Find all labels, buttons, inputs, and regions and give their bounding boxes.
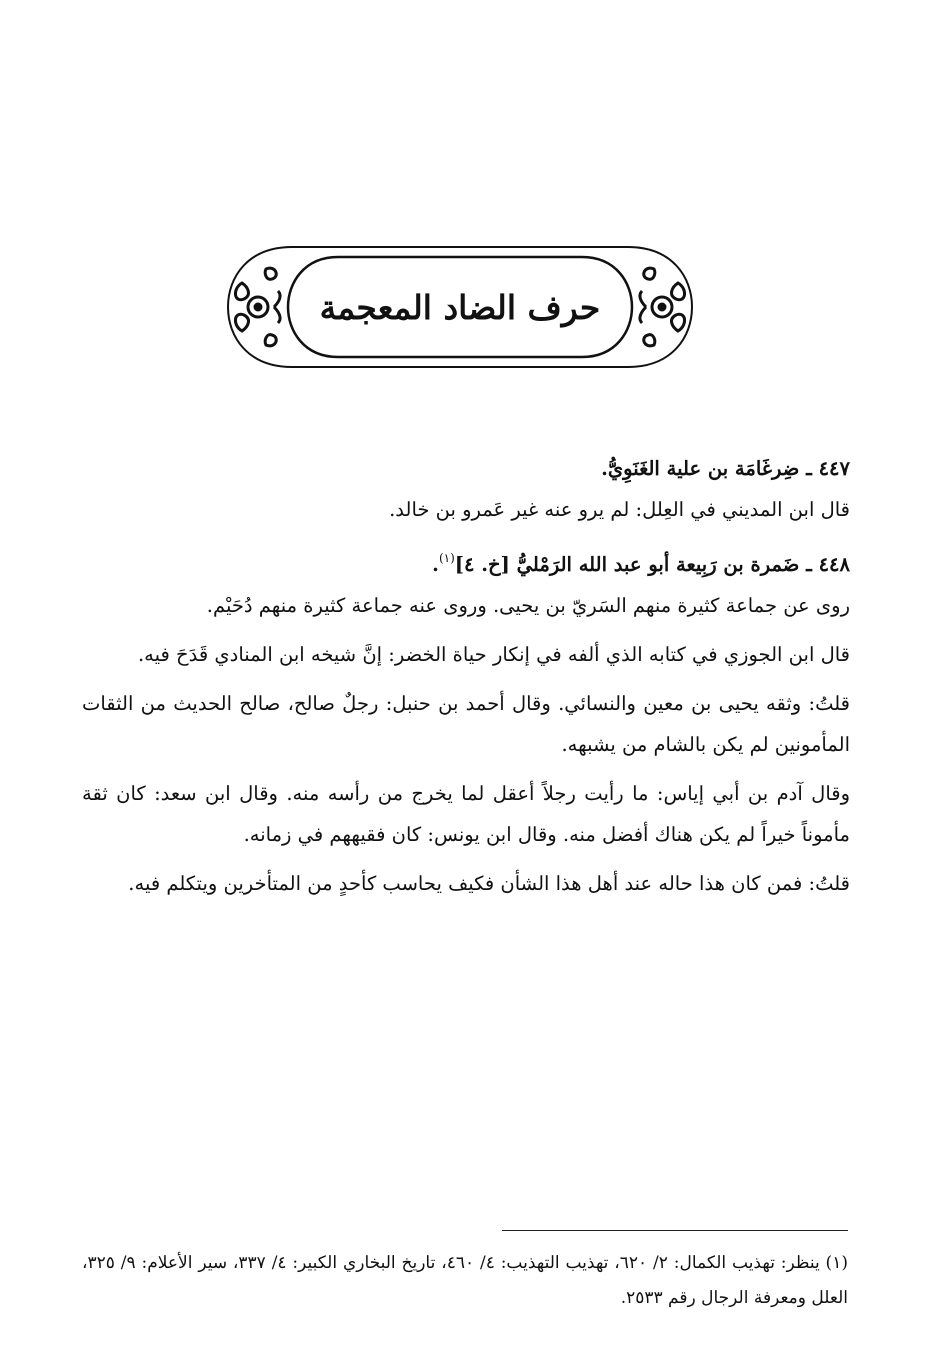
entry-448-narrators: روى عن جماعة كثيرة منهم السَريّ بن يحيى. وروى عنه جماعة كثيرة منهم دُحَيْم. [206,594,850,617]
right-ornament-icon [640,268,685,346]
entry-448-ibn-jawzi: قال ابن الجوزي في كتابه الذي ألفه في إنكار حياة الخضر: إنَّ شيخه ابن المنادي قَدَحَ فيه. [137,643,850,666]
entry-448-heading [82,538,850,585]
entry-448-note-1: قلتُ: وثقه يحيى بن معين والنسائي. وقال أحمد بن حنبل: رجلٌ صالح، صالح الحديث من الثقات المأمونين لم يكن بالشام من يشبهه. [82,692,850,756]
chapter-banner [222,243,698,371]
left-ornament-icon [235,268,280,346]
entry-447-text: قال ابن المديني في العِلل: لم يرو عنه غير عَمرو بن خالد. [389,498,850,521]
main-text [82,448,850,904]
entry-448-end: . [432,553,439,576]
entry-448-title: ٤٤٨ ـ ضَمرة بن رَبِيعة أبو عبد الله الرَمْليُّ [خ. ٤] [454,553,850,576]
footnote-ref[interactable]: (١) [438,551,455,565]
chapter-title: حرف الضاد المعجمة [319,287,601,327]
footnote-divider [502,1230,848,1231]
footnote: (١) ينظر: تهذيب الكمال: ٢/ ٦٢٠، تهذيب التهذيب: ٤/ ٤٦٠، تاريخ البخاري الكبير: ٤/ ٣٣٧، سير الأعلام: ٩/ ٣٢٥، العلل ومعرفة الرجال رقم ٢٥٣٣. [82,1253,848,1308]
entry-447-heading: ٤٤٧ ـ ضِرغَامَة بن علية الغَنَوِيُّ. [601,457,850,480]
entry-448-quotes: وقال آدم بن أبي إياس: ما رأيت رجلاً أعقل لما يخرج من رأسه منه. وقال ابن سعد: كان ثقة مأموناً خيراً لم يكن هناك أفضل منه. وقال ابن يونس: كان فقيههم في زمانه. [82,782,850,846]
entry-448-note-2: قلتُ: فمن كان هذا حاله عند أهل هذا الشأن فكيف يحاسب كأحدٍ من المتأخرين ويتكلم فيه. [128,872,850,895]
